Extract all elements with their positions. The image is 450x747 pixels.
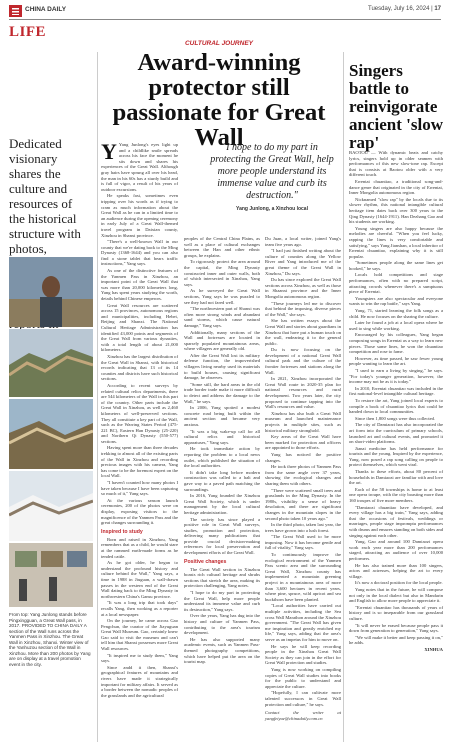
paragraph: To restore the art, Yang joined local experts to compile a book of chuantiao lyrics that could be handed down to local communities. — [349, 397, 443, 415]
paragraph: Y Yang Junlong's eyes light up and a childlike smile spreads across his face the moment he sits down and shares his experiences of the Great Wall. Although gray hairs have sprung all over his head, the man in his 60s has a sturdy build and is full of vigor, a result of his years of outdoor excursions. — [101, 139, 178, 192]
paragraph: Each of the 58 townships is home to at least one opera troupe, with the city boasting more than 160 troupes of five more members. — [349, 486, 443, 504]
paragraph: Since andd it then, Shanxi's geographical features of mountains and rivers have made it strategically important for military affairs. It served as a border between the nomadic peoples of the grasslands and the agricultural — [101, 664, 178, 698]
paragraph: Yang notes that in the future, he will compose not only in the local dialect but also in Mandarin and English to allow more people to appreciate it. — [349, 586, 443, 604]
article-column-3 — [265, 236, 341, 722]
column-divider — [97, 52, 98, 742]
paragraph: "These journeys led me to discover that behind the imposing, diverse pieces of the Wall," she says. — [265, 300, 341, 317]
paragraph: peoples of the Central China Plains, as well as a place of cultural exchanges between the Han and other ethnic groups, he explains. — [184, 236, 260, 258]
paragraph: "I used to earn a living by singing," he says. "For today's younger generation, however, the income may not be as it is today." — [349, 367, 443, 385]
paragraph: It's now a doctoral position for the local people. — [355, 580, 443, 586]
paragraph: "It will never be erased because people pass it down from generation to generation," Yang says. — [349, 622, 443, 634]
paragraph: In 2006, Yang spotted a modest concrete road being built within the ancient section and became very anxious. — [184, 405, 260, 427]
paragraph: Yang, Gao and around 100 Damiaozi opera work each year more than 200 performances staged, attracting an audience of over 10,000 performers. — [349, 539, 443, 561]
paragraph: "Sometimes people along the same lines get hooked," he says. — [349, 260, 443, 271]
masthead-brand: CHINA DAILY — [25, 6, 67, 13]
paragraph: "Some still, the hard areas in the old trade border trade make it more difficult to detect and address the damage to the Wall," he says. — [184, 381, 260, 404]
paragraph: Over the years, Yang has dug into the history and culture of Yanmen Pass, contributing to the area's tourism development. — [184, 613, 260, 636]
paragraph: Yang, 71, started learning the folk songs as a child. He now focuses on the sharing the culture. — [349, 308, 443, 319]
paragraph: However, as time passed, he saw fewer young people wanting to learn the art. — [349, 355, 443, 367]
paragraph: In 2010, Errentai chuantiao was included in the first national-level intangible cultural heritage. — [349, 385, 443, 397]
paragraph: At the various season launch ceremonies, 200 of the photos were on display, exposing visitors to the magnificence of the Yanmen Pass and the great changes surrounding it. — [101, 497, 178, 526]
paragraph: Yang has noticed the positive changes. — [265, 451, 341, 463]
paragraph: "It inspired me to study them," Yang says. — [101, 652, 178, 664]
paragraph: "It was a big wake-up call for all cultural relics and historical apparatuses," Yang says. — [184, 428, 260, 445]
photo-exhibition — [9, 543, 93, 607]
paragraph: The city of Damiaozi has also incorporated the art form into the curriculum of primary schools, launched art and cultural events, and promoted it on short-video platforms. — [349, 422, 443, 445]
paragraph: Since then 1,800 songs were thus collected. — [355, 415, 436, 421]
dateline: Tuesday, July 16, 2024 | 17 — [368, 6, 441, 12]
paragraph: According to recent surveys by related cultural relics departments, there are 544 kilometers of the Wall in this part of the country. Other parts include the Great Wall in Xinzhou, as well as 2,460 kilometers of well-preserved sections. They all constitute a key part of the Wall, such as the Warring States Period (475-221 BC), Eastern Han Dynasty (25-220) and Northern Qi Dynasty (550-577) sections. — [101, 382, 178, 444]
paragraph: "I hope to do my part in protecting the Great Wall, help more people understand its immense value and curb its destruction," Yang says. — [184, 590, 260, 612]
paragraph: As he surveyed the Great Wall sections, Yang says he was puzzled to see they had not fared well. — [184, 288, 260, 305]
paragraph: After the Great Wall lost its military defense function, the impoverished villagers living nearby used its materials to build houses, causing significant damage, he observes. — [184, 352, 260, 381]
paragraph: "The northwestern part of Shanxi was often more strong winds and abundant sand storms, which cause natural damage," Yang says. — [184, 306, 260, 328]
kicker: CULTURAL JOURNEY — [184, 40, 253, 47]
paragraph: He has also supported many academic events, such as Yanmen Pass-themed photography competitions, which have helped put the area on the tourist map. — [184, 636, 260, 665]
photo-yanmen-pass — [9, 329, 93, 397]
paragraph: Born and raised in Xinzhou, Yang remembers that as a child, he would stare at the rammed earth-made forms as he tended cattle. — [101, 536, 178, 559]
deck-text: Dedicated visionary shares the culture and resources of the historical structure with photos, — [9, 136, 81, 256]
paragraph: Xinzhou has also built a Great Wall museum and launched maintenance projects in multiple sites, such as historical military stronghold. — [265, 410, 341, 433]
photo-collage — [9, 257, 93, 607]
paragraph: "We will make it better and keep passing it on," he adds. — [349, 634, 443, 646]
paragraph: Key areas of the Great Wall have been marked for protection and officers are appointed to those efforts. — [265, 434, 341, 451]
china-daily-logo-icon — [9, 5, 22, 17]
paragraph: "Errentai chuantiao has thousands of years of history and is so inseparable from our grassland culture. — [349, 604, 443, 621]
paragraph: "Damiaozi chuantiao have developed, and every village has a big train," Yang says, adding that the occasions of festivals, weddings or marriages, people stage impromptu performances with drums and ensures standing on both sides and singing against each other. — [349, 504, 443, 538]
paragraph: The society has since played a positive role in Great Wall surveys, studies, promotion and protection, delivering many publications that provide crucial decision-making references for local preservation and development efforts of the Great Wall. — [184, 516, 260, 556]
paragraph: Youngsters are also spectacular and everyone wants to win the rap battle," says Yang. — [349, 295, 443, 307]
paragraph: He took immediate action by reporting the problem to a local news outlet, which published the situation of the local authorities. — [184, 446, 260, 469]
paragraph: Du is now focusing on the development of a national Great Wall cultural park and the culture of the frontier fortresses and stations along the Wall. — [265, 347, 341, 375]
paragraph: Having spent more than three decades trekking to almost all of the existing parts of the Wall in Xinzhou and recording precious images with his camera, Yang has come to be the foremost expert on the local Wall. — [101, 445, 178, 479]
headline: Award-winning protector still passionate for Great Wall — [112, 49, 326, 151]
paragraph: Young singers are also happy because the melodies are cheerful. "When you feel lucky, rapping the lines is very comfortable and satisfying," says Yang Jianshan, a local inheritor of Errentai chuantiao, explaining why it is still popular. — [349, 225, 443, 259]
drop-cap: Y — [101, 139, 117, 164]
subheading: Inspired to study — [101, 528, 143, 535]
paragraph: "There's a well-known Wall in our county that we're dating back to the Ming Dynasty (1368-1644) and you can also find a stone tablet that bears traffic instructions," Yang says. — [101, 239, 178, 267]
paragraph: Nicknamed "slow rap" by the locals due to its slower rhythm, this national intangible cultural heritage item dates back over 300 years to the Qing Dynasty (1644-1911). Han Dezhang Gao and his students are working. — [349, 196, 443, 225]
paragraph: He speaks fast, sometimes even tripping over his words as if trying to cram as much information about the Great Wall as he can in a limited time to an audience during the opening ceremony in early July of a Great Wall-themed travel program in Daixian county, Xinzhou in Shanxi province. — [101, 193, 178, 238]
paragraph: He has also trained more than 100 singers, actors and actresses, helping the art to every village. — [349, 562, 443, 579]
paragraph: The Great Wall section in Xinzhou boasts rich cultural heritage and shrubs sections that stretch the area, making its protection challenging, Yang notes. — [184, 566, 260, 589]
issue-date: Tuesday, July 16, 2024 — [368, 6, 430, 12]
paragraph: Thanks to these efforts, about 80 percent of households in Damiaozi are familiar with and love the art. — [349, 469, 443, 486]
paragraph: BAOTOU — With dynamic beats and catchy lyrics, singers hold up in older seamen with performances of this new slow-tone rap. Except that is consists at Baotou older with a very different touch. — [349, 150, 443, 178]
pull-quote — [208, 142, 336, 212]
writer-contact: Contact the writer at yangfeiyue@chinadaily.com.cn — [265, 710, 341, 721]
paragraph: "It was a long trip that took days" recalls Yang, then working as a reporter at a local newspaper. — [101, 600, 178, 617]
paragraph: "The Great Wall used to be more imposing. Now it has become gentle and full of vitality," Yang says. — [265, 534, 341, 551]
photo-winter-wall — [9, 471, 93, 541]
paragraph: "I had just finished writing about the culture of counties along the Yellow River and Yang introduced me of the great theme of the Great Wall in Xinzhou," Du says. — [265, 248, 341, 276]
subheading: Positive changes — [184, 558, 227, 565]
paragraph: As he got older, he began to understand the profound history and culture behind the Wall," Yang says, a time in 1988 in Jiuguan, a wall-drawn passes in the western end of the Great Wall dating back to the Ming Dynasty in northwestern China's Gansu province. — [101, 560, 178, 599]
paragraph: He took three photos of Yanmen Pass from the same angle over 37 years, showing the ecological changes and sharing them with others. — [265, 464, 341, 486]
page-number: 17 — [434, 6, 441, 12]
paragraph: "Hopefully, I can cultivate more talented successors in Great Wall protection and culture," he says. — [265, 690, 341, 707]
photo-great-wall-xinzhou — [9, 399, 93, 469]
paragraph: Additionally, many sections of the Wall and fortresses are located in sparsely populated mountainous areas, where villagers are generally old. — [184, 329, 260, 352]
paragraph: He says he will keep recording people in the Xinzhou Great Wall Society as they can join in the effort for Great Wall protection and studies. — [265, 643, 341, 666]
paragraph: "I haven't counted how many photos I have taken because I have been capturing so much of it," Yang says. — [101, 480, 178, 497]
pull-quote-attribution: Yang Junlong, a Xinzhou local — [236, 206, 308, 212]
article-column-2 — [184, 236, 260, 666]
paragraph: In 2021, Xinzhou incorporated the Great Wall route in 2020-35 plan for national resources and rural development. Two years later, the city proposed to continue tapping into the Wall's resources and value. — [265, 376, 341, 410]
sidebar-source: XINHUA — [424, 646, 443, 652]
pull-quote-text: I hope to do my part in protecting the Great Wall, help more people understand its immense value and curb its destruction." — [210, 142, 334, 201]
sidebar-headline: Singers battle to reinvigorate ancient 'slow rap' — [349, 61, 443, 152]
paragraph: Yang is now working on compiling copies of Great Wall studies into books for the public to understand and appreciate the culture. — [265, 666, 341, 689]
paragraph: "Local authorities have carried out multiple activities, including the Sea cross Wall Marathon around the Xinzhou government. "The Great Wall has given me inspiration and greatly enriched my life," Yang says, adding that the area's serve as an impetus for him to move on. — [265, 603, 341, 642]
paragraph: In 2016, Yang founded the Xinzhou Great Wall Society, which is under management by the local cultural heritage administration. — [184, 493, 260, 515]
paragraph: To continuously improve the ecological environment of the Yanmen Pass scenic area and the surrounding Great Wall, Xinzhou county has implemented a mountain greening project in a mountainous area of more than 3,600 hectares in recent years, where pine, spruce, wild apricot and sea buckthorn have been planted. — [265, 552, 341, 602]
paragraph: Jianai medicine has held performance for tourists and the young. Inspired by the experience, Yang, now posed a rap song calling on people to protect themselves, which went viral. — [349, 445, 443, 468]
paragraph: Du Juan, a local writer, joined Yang's team five years ago. — [265, 236, 341, 247]
paragraph: Encouraged by his colleagues, Yang began composing songs in Errentai as a way to learn new pieces. Those same lines, he won the chuantiao competition and rose to fame. — [349, 332, 443, 355]
paragraph: Errentai chuantiao, a traditional song-and-dance genre that originated in the city of Errentai, Inner Mongolia autonomous region. — [349, 178, 443, 196]
photo-portrait — [9, 257, 93, 327]
paragraph: Xinzhou has the largest distribution of the Great Wall in Shanxi, with historical records indicating that 13 of its 14 counties and districts have such historical sections. — [101, 353, 178, 382]
paragraph: It didn't take long before modern construction was called to a halt and gave way to a paved path matching the surroundings. — [184, 469, 260, 492]
sidebar-article — [349, 150, 443, 653]
header-rule — [9, 19, 441, 20]
page-header — [0, 0, 450, 22]
paragraph: She has written essays about the Great Wall and stories about guardians in Xinzhou that have put a human touch on the wall, endearing it to the general public. — [265, 318, 341, 346]
paragraph: As one of the distinctive features of the Yanmen Pass in Xinzhou, an important point of the Great Wall that was more than 20,000 kilometers long, Yang has spent years studying the worth, details behind Chinese emperors. — [101, 268, 178, 302]
paragraph: Great Wall resources are scattered across 15 provinces, autonomous regions and municipalities, including Hebei, Beijing and Shanxi. The National Cultural Heritage Administration has identified 43,000 points and segments of the Great Wall from various dynasties, with a total length of about 21,000 kilometers. — [101, 302, 178, 353]
photo-caption: From top: Yang Junlong stands before Pingxingguan, a Great Wall pass, in 2017. PROVIDED TO CHINA DAILY A section of the Wall runs across the Yanmen Pass in Xinzhou. The Great Wall in Xinzhou, Shanxi. Winter view of the Yanhuzou section of the Wall in Xinzhou. More than 200 photos by Yang are on display at a travel promotion event in the city. — [9, 612, 91, 667]
paragraph: To rigorously protect the area around the capital, the Ming Dynasty constructed inner and outer walls, both of which intersected in Xinzhou, Yang says. — [184, 259, 260, 287]
paragraph: Later he found a job at a local opera where he used to sing while working. — [349, 320, 443, 331]
paragraph: On the journey, he came across Gao Pengchun, the curator of the Jiayuguan Great Wall Museum. Gao, certainly knew Gao said to visit the museum and can't tell him that Shanxi possesses more Great Wall resources. — [101, 618, 178, 652]
column-divider — [343, 52, 344, 742]
section-title: LIFE — [9, 24, 47, 40]
paragraph: In the third photo, taken last year, the trees have grown into a lush forest. — [265, 522, 341, 533]
paragraph: Locals hold competitions and stage performances, often with no prepared script, attracting crowds whenever there's a sumptuous piece of Errentai. — [349, 272, 443, 295]
article-column-1 — [101, 139, 178, 699]
paragraph: Du has since explored the Great Wall sections across Xinzhou, as well as those in Shaanxi province and the Inner Mongolia autonomous region. — [265, 277, 341, 299]
paragraph: "There were scattered small trees and grasslands in the Ming Dynasty. In the 1980s, visibility a sense of heavy desolation, and there are significant changes in the mountain slopes in the second photo taken 10 years ago." — [265, 487, 341, 521]
